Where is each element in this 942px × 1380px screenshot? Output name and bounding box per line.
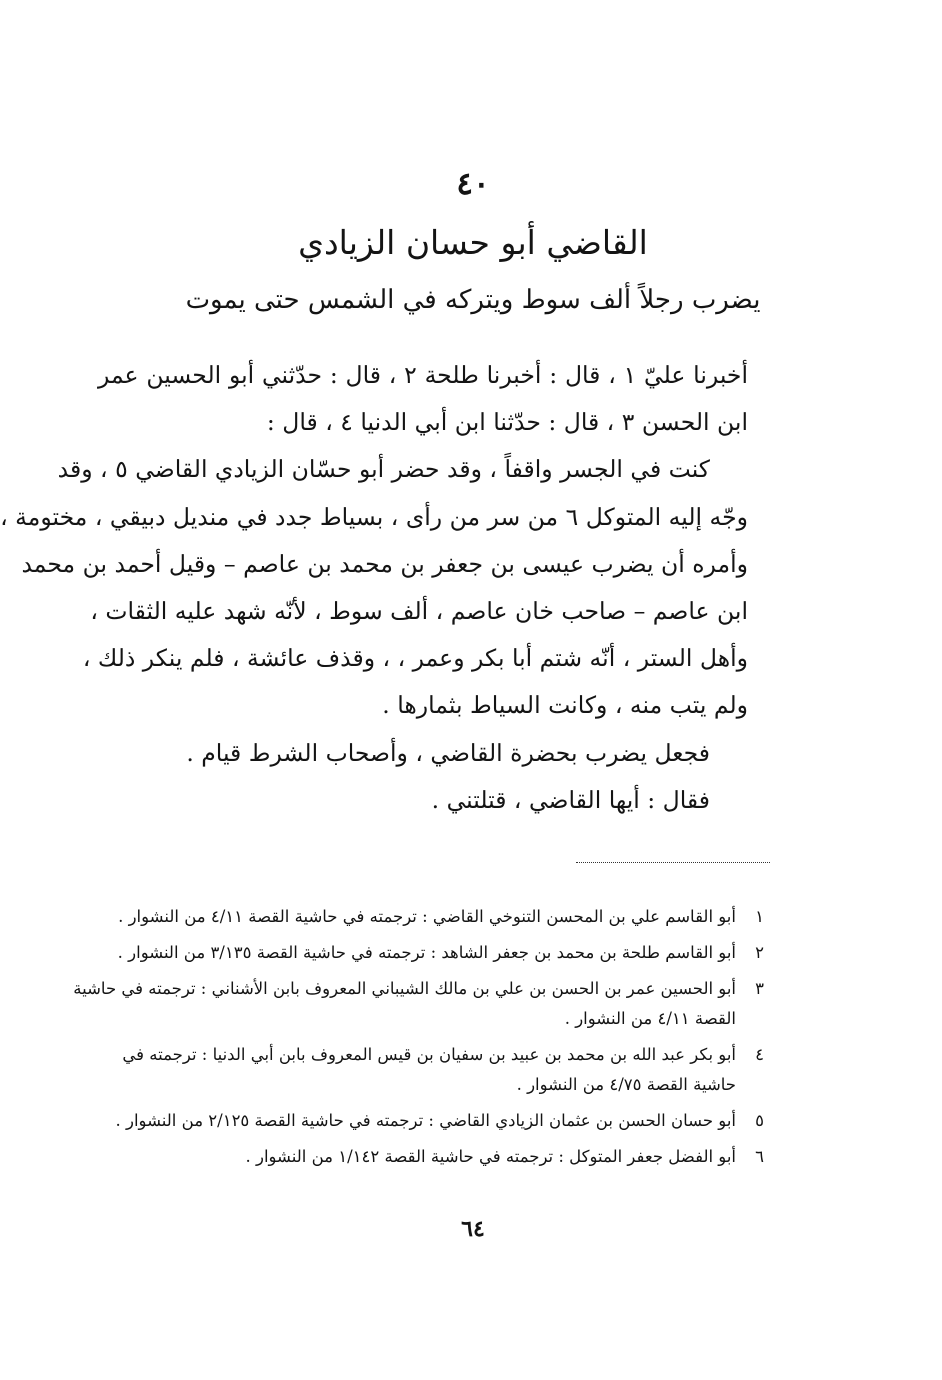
footnote-text: حاشية القصة ٤/٧٥ من النشوار . <box>516 1075 736 1094</box>
footnote <box>98 938 764 968</box>
footnote <box>98 1106 764 1136</box>
body-line: أخبرنا عليّ ١ ، قال : أخبرنا طلحة ٢ ، قال : حدّثني أبو الحسين عمر <box>98 361 748 389</box>
footnote-number: ٦ <box>755 1147 764 1166</box>
footnote-text: أبو الفضل جعفر المتوكل : ترجمته في حاشية القصة ١/١٤٢ من النشوار . <box>245 1147 736 1166</box>
story-body <box>0 352 748 824</box>
body-line: وجّه إليه المتوكل ٦ من سر من رأى ، بسياط جدد في منديل دبيقي ، مختومة ، <box>0 502 748 531</box>
footnote-number: ٢ <box>755 943 764 962</box>
body-line: ولم يتب منه ، وكانت السياط بثمارها . <box>382 691 748 720</box>
body-line: كنت في الجسر واقفاً ، وقد حضر أبو حسّان الزيادي القاضي ٥ ، وقد <box>57 455 710 484</box>
footnote-number: ١ <box>755 907 764 926</box>
body-line: فقال : أيها القاضي ، قتلتني . <box>431 785 710 814</box>
body-line: وأمره أن يضرب عيسى بن جعفر بن محمد بن عاصم – وقيل أحمد بن محمد <box>21 549 748 578</box>
footnote-number: ٣ <box>755 979 764 998</box>
footnote-text: القصة ٤/١١ من النشوار . <box>564 1009 736 1028</box>
footnotes <box>73 902 764 1172</box>
body-line: ابن الحسن ٣ ، قال : حدّثنا ابن أبي الدنيا ٤ ، قال : <box>266 408 748 437</box>
footnote-text: أبو القاسم علي بن المحسن التنوخي القاضي : ترجمته في حاشية القصة ٤/١١ من النشوار . <box>118 907 736 926</box>
body-line: فجعل يضرب بحضرة القاضي ، وأصحاب الشرط قيام . <box>186 738 710 767</box>
footnote-text: أبو القاسم طلحة بن محمد بن جعفر الشاهد : ترجمته في حاشية القصة ٣/١٣٥ من النشوار . <box>117 943 736 962</box>
page-number: ٦٤ <box>461 1216 485 1242</box>
story-subtitle: يضرب رجلاً ألف سوط ويتركه في الشمس حتى يموت <box>185 285 761 315</box>
body-line: ابن عاصم – صاحب خان عاصم ، ألف سوط ، لأنّه شهد عليه الثقات ، <box>90 596 748 625</box>
story-title: القاضي أبو حسان الزيادي <box>298 223 648 262</box>
footnote <box>73 974 764 1034</box>
footnote <box>98 902 764 932</box>
footnote <box>98 1040 764 1100</box>
story-number: ٤٠ <box>456 166 490 202</box>
footnote-text: أبو الحسين عمر بن الحسن بن علي بن مالك الشيباني المعروف بابن الأشناني : ترجمته في حاشية <box>73 979 736 998</box>
footnote-text: أبو حسان الحسن بن عثمان الزيادي القاضي : ترجمته في حاشية القصة ٢/١٢٥ من النشوار . <box>115 1111 736 1130</box>
footnote <box>98 1142 764 1172</box>
footnote-separator <box>576 862 770 863</box>
footnote-text: أبو بكر عبد الله بن محمد بن عبيد بن سفيان بن قيس المعروف بابن أبي الدنيا : ترجمته في <box>122 1045 736 1064</box>
footnote-number: ٥ <box>755 1111 764 1130</box>
body-line: وأهل الستر ، أنّه شتم أبا بكر وعمر ، ، وقذف عائشة ، فلم ينكر ذلك ، <box>82 644 748 673</box>
footnote-number: ٤ <box>755 1045 764 1064</box>
